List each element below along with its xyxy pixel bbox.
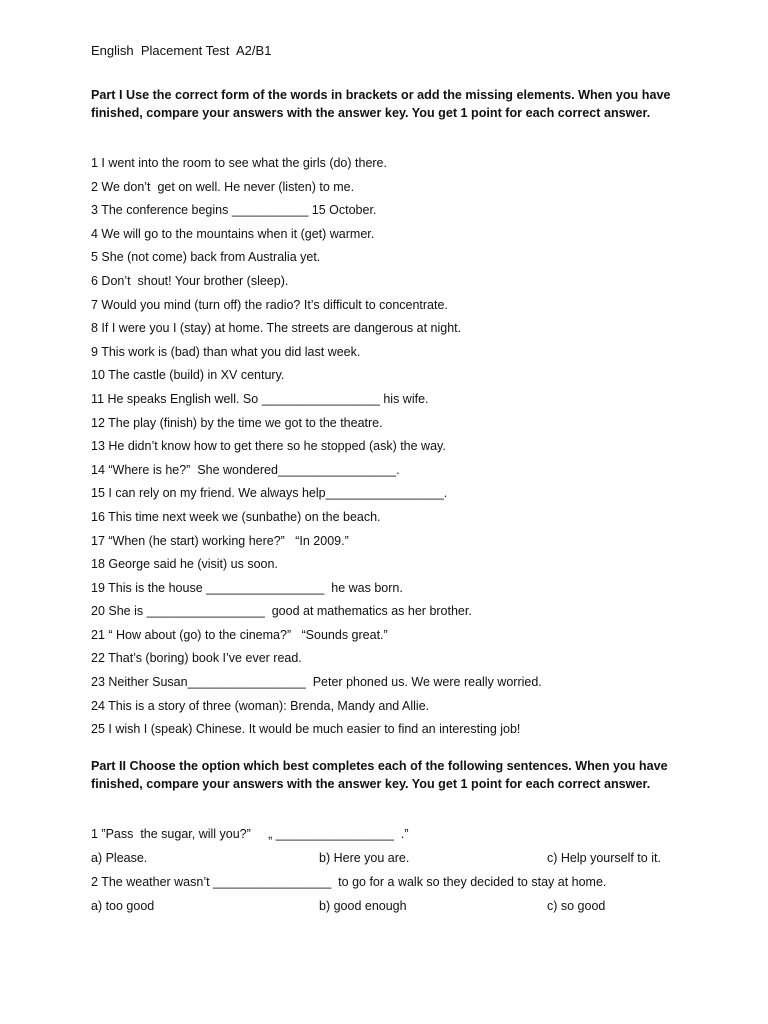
- exercise-item-5: 5 She (not come) back from Australia yet.: [91, 250, 321, 265]
- mc-question-1: 1 ”Pass the sugar, will you?” „ _________________ .”: [91, 827, 409, 841]
- exercise-item-21: 21 “ How about (go) to the cinema?” “Sounds great.”: [91, 627, 388, 642]
- exercise-item-16: 16 This time next week we (sunbathe) on the beach.: [91, 509, 381, 524]
- part1-instructions: Part I Use the correct form of the words in brackets or add the missing elements. When you have finished, compare your answers with the answer key. You get 1 point for each correct answer.: [91, 88, 671, 120]
- exercise-item-15: 15 I can rely on my friend. We always help_________________.: [91, 486, 448, 501]
- exercise-item-20: 20 She is _________________ good at mathematics as her brother.: [91, 604, 472, 619]
- exercise-item-23: 23 Neither Susan_________________ Peter phoned us. We were really worried.: [91, 675, 542, 690]
- exercise-item-8: 8 If I were you I (stay) at home. The streets are dangerous at night.: [91, 321, 462, 336]
- mc-option-2c: c) so good: [547, 899, 606, 913]
- mc-option-1c: c) Help yourself to it.: [547, 851, 661, 865]
- mc-option-2b: b) good enough: [319, 899, 407, 913]
- exercise-item-1: 1 I went into the room to see what the girls (do) there.: [91, 156, 387, 170]
- exercise-item-24: 24 This is a story of three (woman): Brenda, Mandy and Allie.: [91, 698, 430, 713]
- exercise-item-2: 2 We don’t get on well. He never (listen) to me.: [91, 179, 355, 194]
- exercise-item-3: 3 The conference begins ___________ 15 October.: [91, 203, 377, 218]
- mc-question-block-1: [91, 826, 691, 874]
- part2-instructions: Part II Choose the option which best completes each of the following sentences. When you have finished, compare your answers with the answer key. You get 1 point for each correct answer.: [91, 759, 668, 791]
- exercise-item-9: 9 This work is (bad) than what you did last week.: [91, 344, 361, 359]
- exercise-item-4: 4 We will go to the mountains when it (get) warmer.: [91, 226, 375, 241]
- mc-question-block-2: [91, 874, 691, 922]
- exercise-item-12: 12 The play (finish) by the time we got to the theatre.: [91, 415, 383, 430]
- exercise-item-19: 19 This is the house _________________ he was born.: [91, 580, 403, 595]
- exercise-item-10: 10 The castle (build) in XV century.: [91, 368, 285, 383]
- exercise-item-11: 11 He speaks English well. So _________________ his wife.: [91, 391, 429, 406]
- mc-option-1a: a) Please.: [91, 851, 148, 865]
- exercise-item-25: 25 I wish I (speak) Chinese. It would be much easier to find an interesting job!: [91, 722, 521, 737]
- mc-option-2a: a) too good: [91, 899, 155, 913]
- mc-options-2: [91, 898, 691, 922]
- exercise-item-7: 7 Would you mind (turn off) the radio? It’s difficult to concentrate.: [91, 297, 448, 312]
- mc-options-1: [91, 850, 691, 874]
- exercise-item-17: 17 “When (he start) working here?” “In 2009.”: [91, 533, 349, 548]
- exercise-item-14: 14 “Where is he?” She wondered_________________.: [91, 462, 400, 477]
- document-title: English Placement Test A2/B1: [91, 43, 272, 58]
- mc-option-1b: b) Here you are.: [319, 851, 410, 865]
- mc-question-2: 2 The weather wasn’t _________________ to go for a walk so they decided to stay at home.: [91, 875, 607, 889]
- exercise-item-18: 18 George said he (visit) us soon.: [91, 557, 278, 572]
- exercise-item-22: 22 That’s (boring) book I’ve ever read.: [91, 651, 302, 666]
- part1-items-list: [91, 155, 691, 745]
- exercise-item-6: 6 Don’t shout! Your brother (sleep).: [91, 273, 289, 288]
- exercise-item-13: 13 He didn’t know how to get there so he stopped (ask) the way.: [91, 439, 446, 454]
